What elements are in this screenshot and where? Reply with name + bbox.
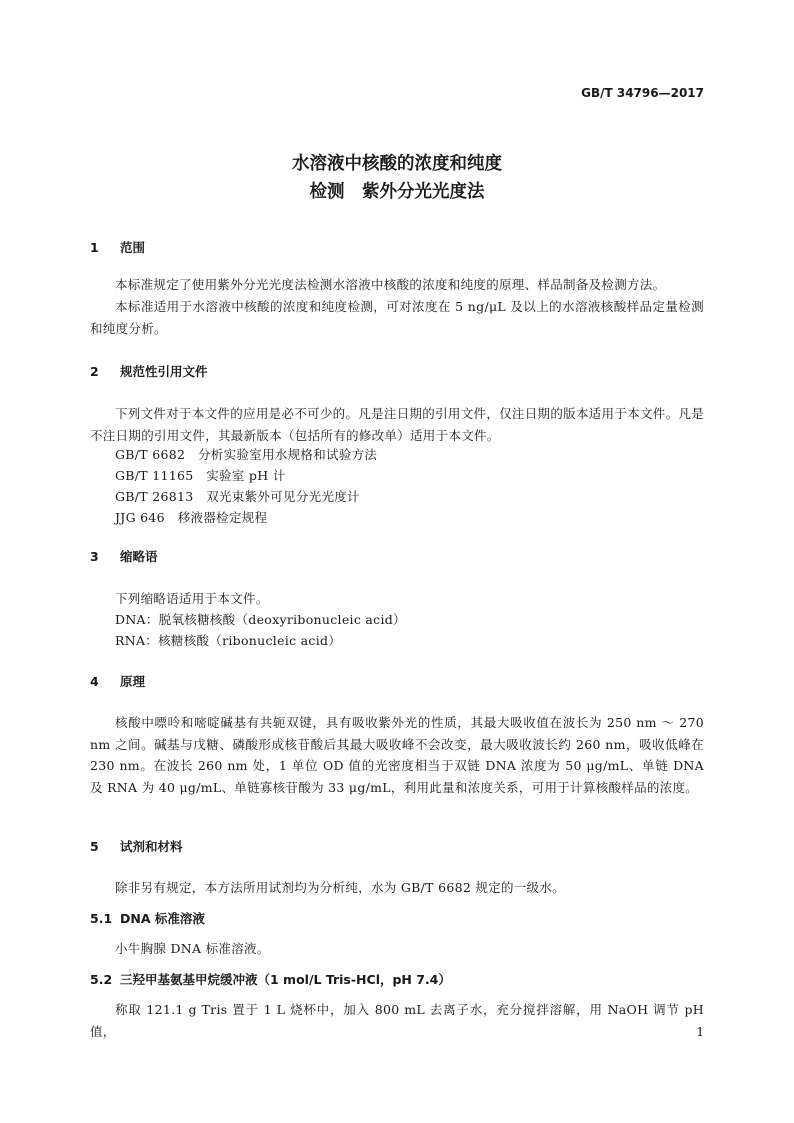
section-3-heading	[90, 547, 158, 565]
normative-reference: GB/T 26813 双光束紫外可见分光光度计	[115, 489, 360, 504]
section-title: 试剂和材料	[120, 839, 183, 854]
section-1-paragraph-1: 本标准规定了使用紫外分光光度法检测水溶液中核酸的浓度和纯度的原理、样品制备及检测方法。	[115, 277, 666, 292]
normative-reference: GB/T 6682 分析实验室用水规格和试验方法	[115, 447, 378, 462]
section-number: 4	[90, 674, 99, 689]
section-4-paragraph: 核酸中嘌呤和嘧啶碱基有共轭双键，具有吸收紫外光的性质，其最大吸收值在波长为 250 nm ～ 270 nm 之间。碱基与戊糖、磷酸形成核苷酸后其最大吸收峰不会改变，最大吸收波长约 260 nm，吸收低峰在 230 nm。在波长 260 nm 处，1 单位 OD 值的光密度相当于双链 DNA 浓度为 50 μg/mL、单链 DNA 及 RNA 为 40 μg/mL、单链寡核苷酸为 33 μg/mL，利用此量和浓度关系，可用于计算核酸样品的浓度。	[90, 715, 704, 795]
section-5-2-heading	[90, 970, 451, 988]
section-3-line: 下列缩略语适用于本文件。	[115, 591, 269, 606]
section-5-2-paragraph: 称取 121.1 g Tris 置于 1 L 烧杯中，加入 800 mL 去离子水，充分搅拌溶解，用 NaOH 调节 pH 值，	[90, 1002, 704, 1039]
abbreviation-dna: DNA：脱氧核糖核酸（deoxyribonucleic acid）	[115, 612, 406, 627]
section-2-paragraph: 下列文件对于本文件的应用是必不可少的。凡是注日期的引用文件，仅注日期的版本适用于本文件。凡是不注日期的引用文件，其最新版本（包括所有的修改单）适用于本文件。	[90, 406, 704, 443]
section-number: 5.2	[90, 972, 113, 987]
abbreviation-rna: RNA：核糖核酸（ribonucleic acid）	[115, 633, 342, 648]
section-4-heading	[90, 672, 145, 690]
section-1-heading	[90, 238, 145, 256]
section-title: 原理	[120, 674, 146, 689]
standard-code: GB/T 34796—2017	[581, 86, 704, 100]
section-5-1-paragraph: 小牛胸腺 DNA 标准溶液。	[115, 941, 270, 956]
normative-reference: GB/T 11165 实验室 pH 计	[115, 468, 286, 483]
section-2-heading	[90, 362, 208, 380]
section-number: 1	[90, 240, 99, 255]
section-title: 缩略语	[120, 549, 158, 564]
document-title-line-2: 检测 紫外分光光度法	[309, 182, 485, 202]
normative-reference: JJG 646 移液器检定规程	[115, 510, 268, 525]
section-title: 范围	[120, 240, 146, 255]
section-5-1-heading	[90, 909, 205, 927]
section-5-heading	[90, 837, 183, 855]
section-number: 5	[90, 839, 99, 854]
section-title: 规范性引用文件	[120, 364, 208, 379]
section-number: 5.1	[90, 911, 113, 926]
section-5-paragraph: 除非另有规定，本方法所用试剂均为分析纯，水为 GB/T 6682 规定的一级水。	[115, 880, 565, 895]
section-title: DNA 标准溶液	[120, 911, 205, 926]
section-1-paragraph-2: 本标准适用于水溶液中核酸的浓度和纯度检测，可对浓度在 5 ng/μL 及以上的水溶液核酸样品定量检测和纯度分析。	[90, 299, 704, 336]
section-title: 三羟甲基氨基甲烷缓冲液（1 mol/L Tris-HCl，pH 7.4）	[120, 972, 451, 987]
section-number: 3	[90, 549, 99, 564]
section-number: 2	[90, 364, 99, 379]
page-number: 1	[696, 1025, 704, 1039]
document-title-line-1: 水溶液中核酸的浓度和纯度	[292, 154, 502, 174]
